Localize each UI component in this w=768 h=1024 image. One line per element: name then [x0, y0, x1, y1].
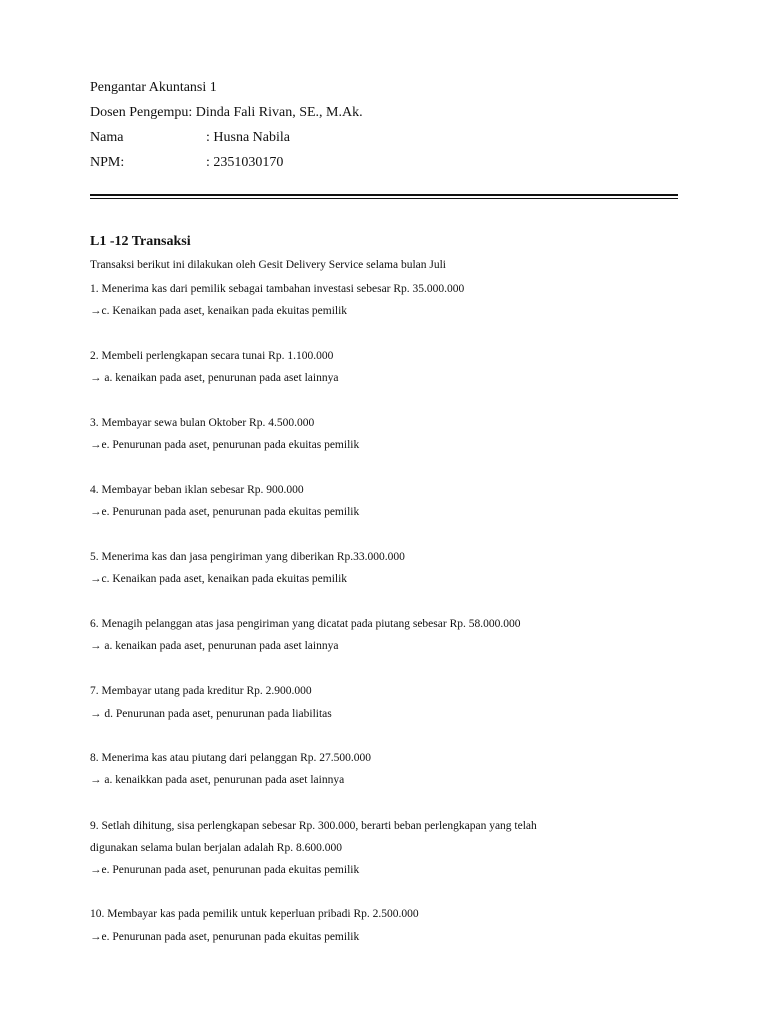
transaction-answer: →e. Penurunan pada aset, penurunan pada ekuitas pemilik — [90, 506, 360, 518]
transaction-answer: →e. Penurunan pada aset, penurunan pada ekuitas pemilik — [90, 931, 360, 943]
transaction-answer: →e. Penurunan pada aset, penurunan pada ekuitas pemilik — [90, 864, 360, 876]
name-value: : Husna Nabila — [206, 130, 290, 145]
npm-value: : 2351030170 — [206, 155, 284, 170]
transaction-question: 1. Menerima kas dari pemilik sebagai tambahan investasi sebesar Rp. 35.000.000 — [90, 283, 465, 295]
npm-label: NPM: — [90, 155, 125, 170]
transaction-answer: →c. Kenaikan pada aset, kenaikan pada ekuitas pemilik — [90, 573, 348, 585]
transaction-answer: →c. Kenaikan pada aset, kenaikan pada ekuitas pemilik — [90, 305, 348, 317]
transaction-question: 8. Menerima kas atau piutang dari pelanggan Rp. 27.500.000 — [90, 752, 372, 764]
lecturer-line: Dosen Pengempu: Dinda Fali Rivan, SE., M.Ak. — [90, 105, 363, 120]
course-title: Pengantar Akuntansi 1 — [90, 80, 217, 95]
divider-thin — [90, 198, 678, 199]
transaction-question-continued: digunakan selama bulan berjalan adalah Rp. 8.600.000 — [90, 842, 342, 854]
divider-thick — [90, 194, 678, 196]
transaction-question: 9. Setlah dihitung, sisa perlengkapan sebesar Rp. 300.000, berarti beban perlengkapan yang telah — [90, 820, 537, 832]
transaction-question: 2. Membeli perlengkapan secara tunai Rp. 1.100.000 — [90, 350, 334, 362]
transaction-answer: →e. Penurunan pada aset, penurunan pada ekuitas pemilik — [90, 439, 360, 451]
transaction-question: 6. Menagih pelanggan atas jasa pengiriman yang dicatat pada piutang sebesar Rp. 58.000.000 — [90, 618, 521, 630]
transaction-question: 3. Membayar sewa bulan Oktober Rp. 4.500.000 — [90, 417, 315, 429]
npm-row — [90, 154, 283, 172]
transaction-question: 10. Membayar kas pada pemilik untuk keperluan pribadi Rp. 2.500.000 — [90, 908, 419, 920]
transaction-question: 7. Membayar utang pada kreditur Rp. 2.900.000 — [90, 685, 312, 697]
section-title: L1 -12 Transaksi — [90, 234, 191, 249]
transaction-question: 4. Membayar beban iklan sebesar Rp. 900.000 — [90, 484, 304, 496]
transaction-answer: → a. kenaikkan pada aset, penurunan pada aset lainnya — [90, 774, 345, 786]
name-row — [90, 129, 290, 147]
transaction-answer: → a. kenaikan pada aset, penurunan pada aset lainnya — [90, 640, 339, 652]
transaction-answer: → d. Penurunan pada aset, penurunan pada liabilitas — [90, 708, 332, 720]
section-intro: Transaksi berikut ini dilakukan oleh Gesit Delivery Service selama bulan Juli — [90, 259, 447, 271]
transaction-question: 5. Menerima kas dan jasa pengiriman yang diberikan Rp.33.000.000 — [90, 551, 405, 563]
name-label: Nama — [90, 130, 124, 145]
transaction-answer: → a. kenaikan pada aset, penurunan pada aset lainnya — [90, 372, 339, 384]
